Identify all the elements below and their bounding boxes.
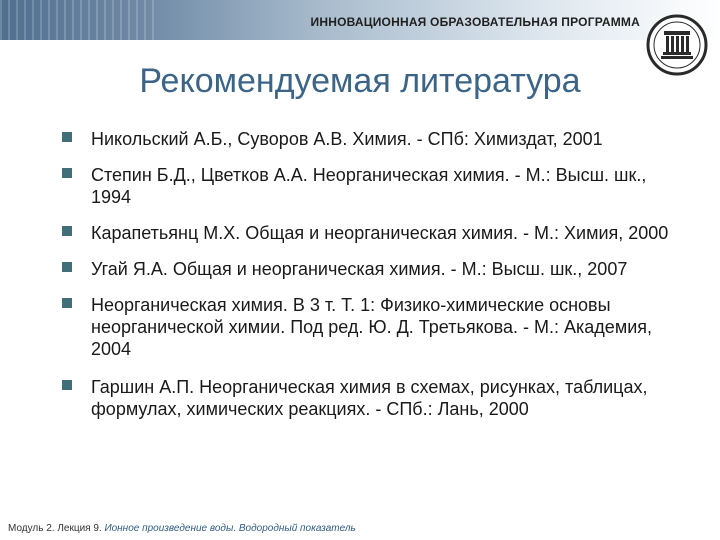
bullet-icon: [62, 168, 72, 178]
program-title: ИННОВАЦИОННАЯ ОБРАЗОВАТЕЛЬНАЯ ПРОГРАММА: [310, 15, 640, 29]
list-item: [60, 128, 690, 150]
list-item: [60, 164, 690, 208]
list-item: [60, 294, 690, 360]
list-item-text: Гаршин А.П. Неорганическая химия в схемах, рисунках, таблицах, формулах, химических реакциях. - СПб.: Лань, 2000: [91, 377, 648, 419]
list-item: [60, 258, 690, 280]
bullet-icon: [62, 132, 72, 142]
list-item-text: Карапетьянц М.Х. Общая и неорганическая химия. - М.: Химия, 2000: [91, 223, 669, 243]
list-item-text: Угай Я.А. Общая и неорганическая химия. - М.: Высш. шк., 2007: [91, 259, 628, 279]
list-item-text: Степин Б.Д., Цветков А.А. Неорганическая химия. - М.: Высш. шк., 1994: [91, 165, 647, 207]
list-item-text: Никольский А.Б., Суворов А.В. Химия. - СПб: Химиздат, 2001: [91, 129, 603, 149]
header-stripes: [0, 0, 160, 40]
list-item: [60, 376, 690, 420]
footer-module-label: Модуль 2. Лекция 9.: [8, 523, 102, 534]
list-item: [60, 222, 690, 244]
footer: [8, 523, 356, 534]
bullet-icon: [62, 262, 72, 272]
literature-list: [60, 128, 690, 420]
list-item-text: Неорганическая химия. В 3 т. Т. 1: Физико-химические основы неорганической химии. Под ред. Ю. Д. Третьякова. - М.: Академия, 2004: [91, 295, 652, 359]
bullet-icon: [62, 226, 72, 236]
bullet-icon: [62, 380, 72, 390]
slide-title: Рекомендуемая литература: [139, 62, 581, 100]
footer-lecture-topic: Ионное произведение воды. Водородный показатель: [104, 523, 356, 534]
bullet-icon: [62, 298, 72, 308]
